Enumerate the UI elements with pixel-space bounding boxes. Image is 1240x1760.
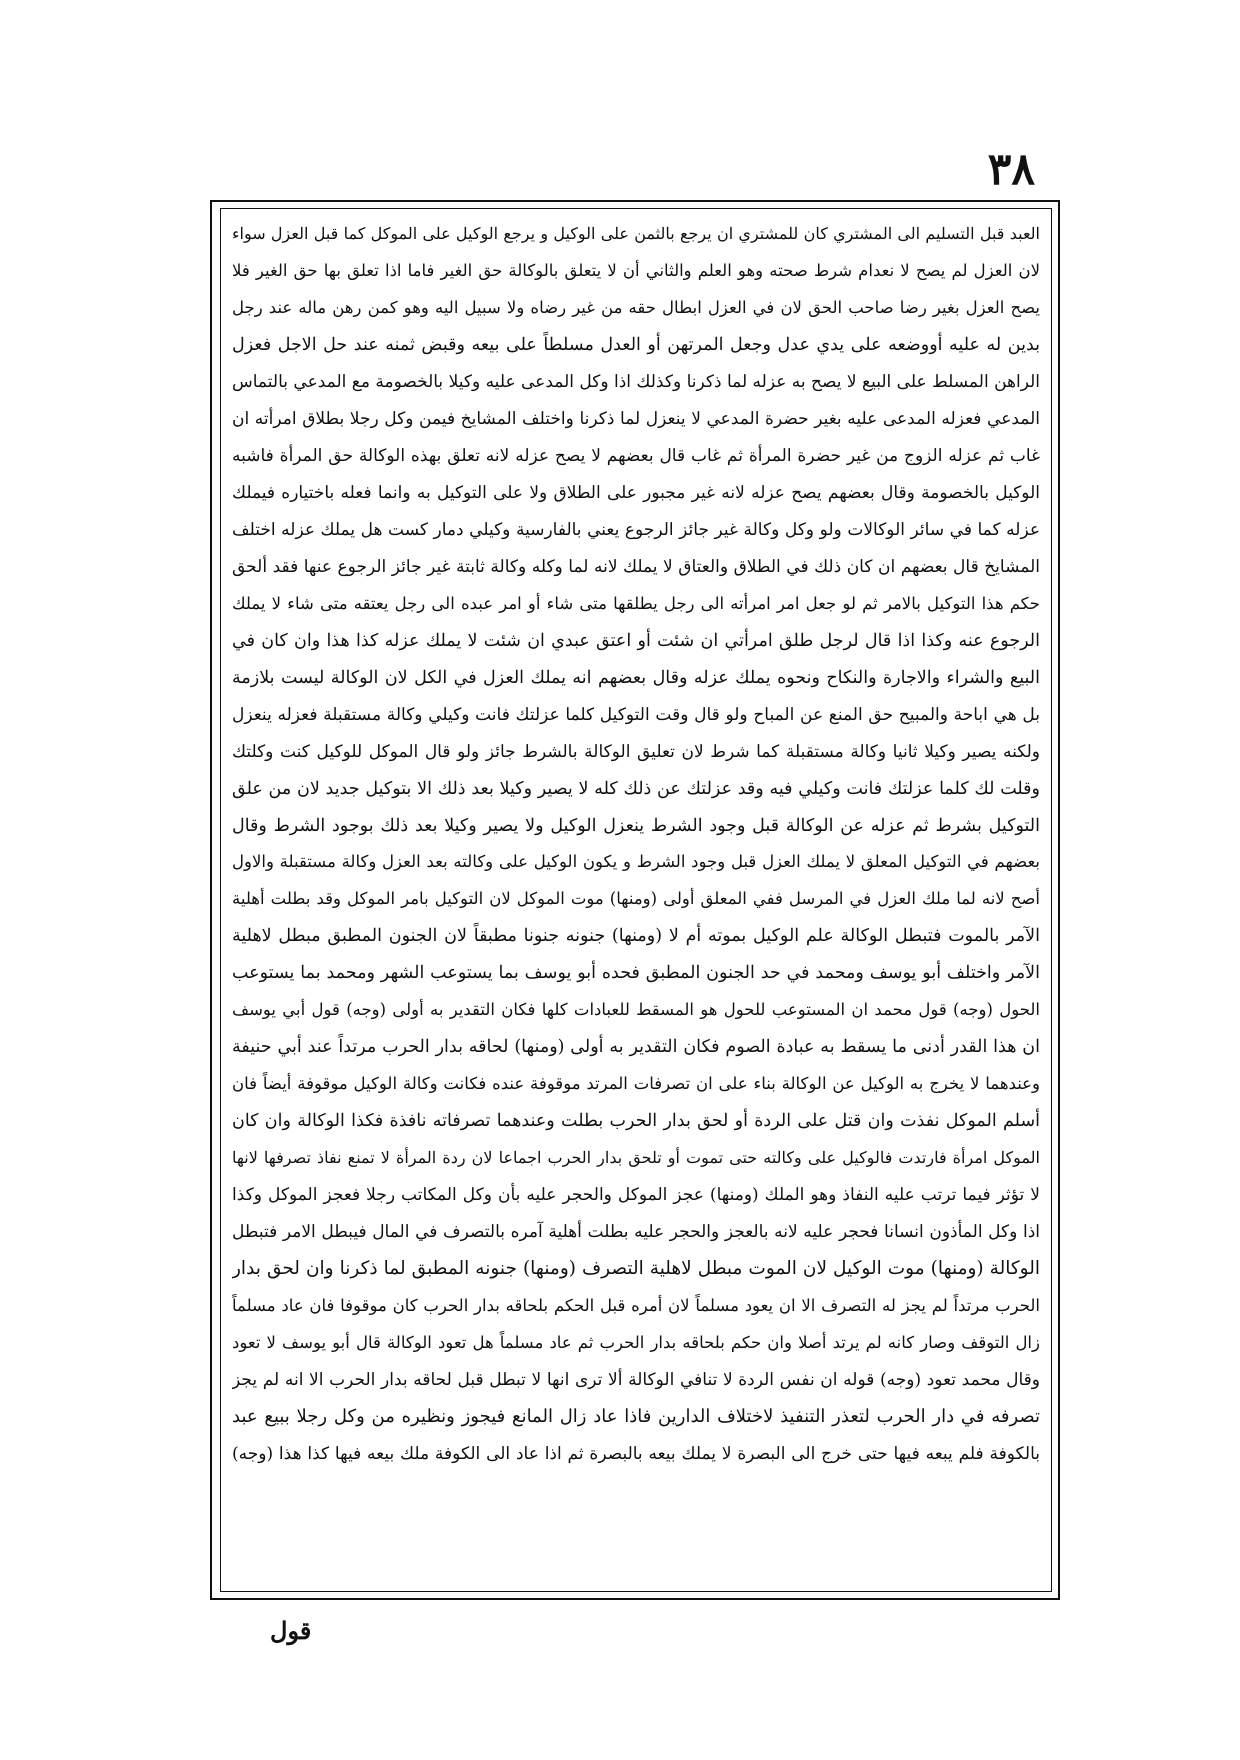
text-line: بل هي اباحة والمبيح حق المنع عن المباح ولو قال وقت التوكيل كلما عزلتك فانت وكيلي وكالة مستقبلة فعزله ينعزل	[232, 704, 1040, 725]
text-line: الآمر بالموت فتبطل الوكالة علم الوكيل بموته أم لا (ومنها) جنونه جنونا مطبقاً لان الجنون المطبق مبطل لاهلية	[232, 926, 1040, 947]
text-line: البيع والشراء والاجارة والنكاح ونحوه يملك عزله وقال بعضهم انه يملك العزل في الكل لان الوكالة ليست بلازمة	[232, 667, 1040, 688]
text-line: عزله كما في سائر الوكالات ولو وكل وكالة غير جائز الرجوع يعني بالفارسية وكيلي دمار كست هل يملك عزله اختلف	[232, 519, 1040, 540]
text-line: تصرفه في دار الحرب لتعذر التنفيذ لاختلاف الدارين فاذا عاد زال المانع فيجوز ونظيره من وكل رجلا ببيع عبد	[232, 1406, 1040, 1427]
text-line: وقال محمد تعود (وجه) قوله ان نفس الردة لا تنافي الوكالة ألا ترى انها لا تبطل قبل لحاقه بدار الحرب الا انه لم يجز	[232, 1370, 1040, 1391]
text-line: المشايخ قال بعضهم ان كان ذلك في الطلاق والعتاق لا يملك لانه لما وكله وكالة ثابتة غير جائز الرجوع عنها فقد ألحق	[232, 556, 1040, 577]
text-line: الآمر واختلف أبو يوسف ومحمد في حد الجنون المطبق فحده أبو يوسف بما يستوعب الشهر ومحمد بما يستوعب	[232, 963, 1040, 984]
text-line: الوكيل بالخصومة وقال بعضهم يصح عزله لانه غير مجبور على الطلاق ولا على التوكيل به وانما فعله باختياره فيملك	[232, 482, 1040, 503]
page-number: ٣٨	[987, 144, 1035, 195]
text-line: الحرب مرتداً لم يجز له التصرف الا ان يعود مسلماً لان أمره قبل الحكم بلحاقه بدار الحرب كان موقوفا فان عاد مسلماً	[232, 1296, 1040, 1316]
catchword: قول	[270, 1616, 312, 1645]
text-line: المدعي فعزله المدعى عليه بغير حضرة المدعي لا ينعزل لما ذكرنا واختلف المشايخ فيمن وكل رجلا بطلاق امرأته ان	[232, 408, 1040, 429]
text-line: غاب ثم عزله الزوج من غير حضرة المرأة ثم غاب قال بعضهم لا يصح عزله لانه تعلق بهذه الوكالة حق المرأة فاشبه	[232, 445, 1040, 466]
text-line: ولكنه يصير وكيلا ثانيا وكالة مستقبلة كما شرط لان تعليق الوكالة بالشرط جائز ولو قال الموكل للوكيل كنت وكلتك	[232, 741, 1040, 762]
text-line: بدين له عليه أووضعه على يدي عدل وجعل المرتهن أو العدل مسلطاً على بيعه وقبض ثمنه عند حل الاجل فعزل	[232, 334, 1040, 355]
text-line: اذا وكل المأذون انسانا فحجر عليه لانه بالعجز والحجر عليه بطلت أهلية آمره بالتصرف في المال فيبطل الامر فتبطل	[232, 1222, 1040, 1243]
text-line: لا تؤثر فيما ترتب عليه النفاذ وهو الملك (ومنها) عجز الموكل والحجر عليه بأن وكل المكاتب رجلا فعجز الموكل وكذا	[232, 1185, 1040, 1206]
text-line: ان هذا القدر أدنى ما يسقط به عبادة الصوم فكان التقدير به أولى (ومنها) لحاقه بدار الحرب مرتداً عند أبي حنيفة	[232, 1037, 1040, 1058]
text-line: أسلم الموكل نفذت وان قتل على الردة أو لحق بدار الحرب بطلت وعندهما تصرفاته نافذة فكذا الوكالة وان كان	[232, 1111, 1040, 1132]
text-line: الحول (وجه) قول محمد ان المستوعب للحول هو المسقط للعبادات كلها فكان التقدير به أولى (وجه) قول أبي يوسف	[232, 1000, 1040, 1020]
text-line: الموكل امرأة فارتدت فالوكيل على وكالته حتى تموت أو تلحق بدار الحرب اجماعا لان ردة المرأة لا تمنع نفاذ تصرفها لانها	[232, 1148, 1040, 1168]
text-line: حكم هذا التوكيل بالامر ثم لو جعل امر امرأته الى رجل يطلقها متى شاء أو امر عبده الى رجل يعتقه متى شاء لا يملك	[232, 593, 1040, 613]
text-line: أصح لانه لما ملك العزل في المرسل ففي المعلق أولى (ومنها) موت الموكل لان التوكيل بامر الموكل وقد بطلت أهلية	[232, 889, 1040, 909]
text-line: العبد قبل التسليم الى المشتري كان للمشتري ان يرجع بالثمن على الوكيل و يرجع الوكيل على الموكل كما قبل العزل سواء	[232, 224, 1040, 243]
text-line: التوكيل بشرط ثم عزله عن الوكالة قبل وجود الشرط ينعزل الوكيل ولا يصير وكيلا بعد ذلك بوجود الشرط وقال	[232, 815, 1040, 836]
text-line: الوكالة (ومنها) موت الوكيل لان الموت مبطل لاهلية التصرف (ومنها) جنونه المطبق لما ذكرنا وان لحق بدار	[232, 1258, 1040, 1280]
text-line: الرجوع عنه وكذا اذا قال لرجل طلق امرأتي ان شئت أو اعتق عبدي ان شئت لا يملك عزله كذا هذا وان كان في	[232, 630, 1040, 651]
text-line: يصح العزل بغير رضا صاحب الحق لان في العزل ابطال حقه من غير رضاه ولا سبيل اليه وهو كمن رهن ماله عند رجل	[232, 297, 1040, 317]
text-line: وعندهما لا يخرج به الوكيل عن الوكالة بناء على ان تصرفات المرتد موقوفة عنده فكانت وكالة الوكيل موقوفة أيضاً فان	[232, 1074, 1040, 1094]
text-line: بالكوفة فلم يبعه فيها حتى خرج الى البصرة لا يملك بيعه بالبصرة ثم اذا عاد الى الكوفة ملك بيعه فيها كذا هذا (وجه)	[232, 1443, 1040, 1464]
text-body	[232, 216, 1040, 1584]
text-line: الراهن المسلط على البيع لا يصح به عزله لما ذكرنا وكذلك اذا وكل المدعى عليه وكيلا بالخصومة مع المدعي بالتماس	[232, 371, 1040, 392]
text-line: زال التوقف وصار كانه لم يرتد أصلا وان حكم بلحاقه بدار الحرب ثم عاد مسلماً هل تعود الوكالة قال أبو يوسف لا تعود	[232, 1333, 1040, 1353]
text-line: لان العزل لم يصح لا نعدام شرط صحته وهو العلم والثاني أن لا يتعلق بالوكالة حق الغير فاما اذا تعلق بها حق الغير فلا	[232, 260, 1040, 280]
text-line: وقلت لك كلما عزلتك فانت وكيلي فيه وقد عزلتك عن ذلك كله لا يصير وكيلا بعد ذلك الا بتوكيل جديد لان من علق	[232, 778, 1040, 799]
text-line: بعضهم في التوكيل المعلق لا يملك العزل قبل وجود الشرط و يكون الوكيل على وكالته بعد العزل وكالة مستقبلة والاول	[232, 852, 1040, 872]
